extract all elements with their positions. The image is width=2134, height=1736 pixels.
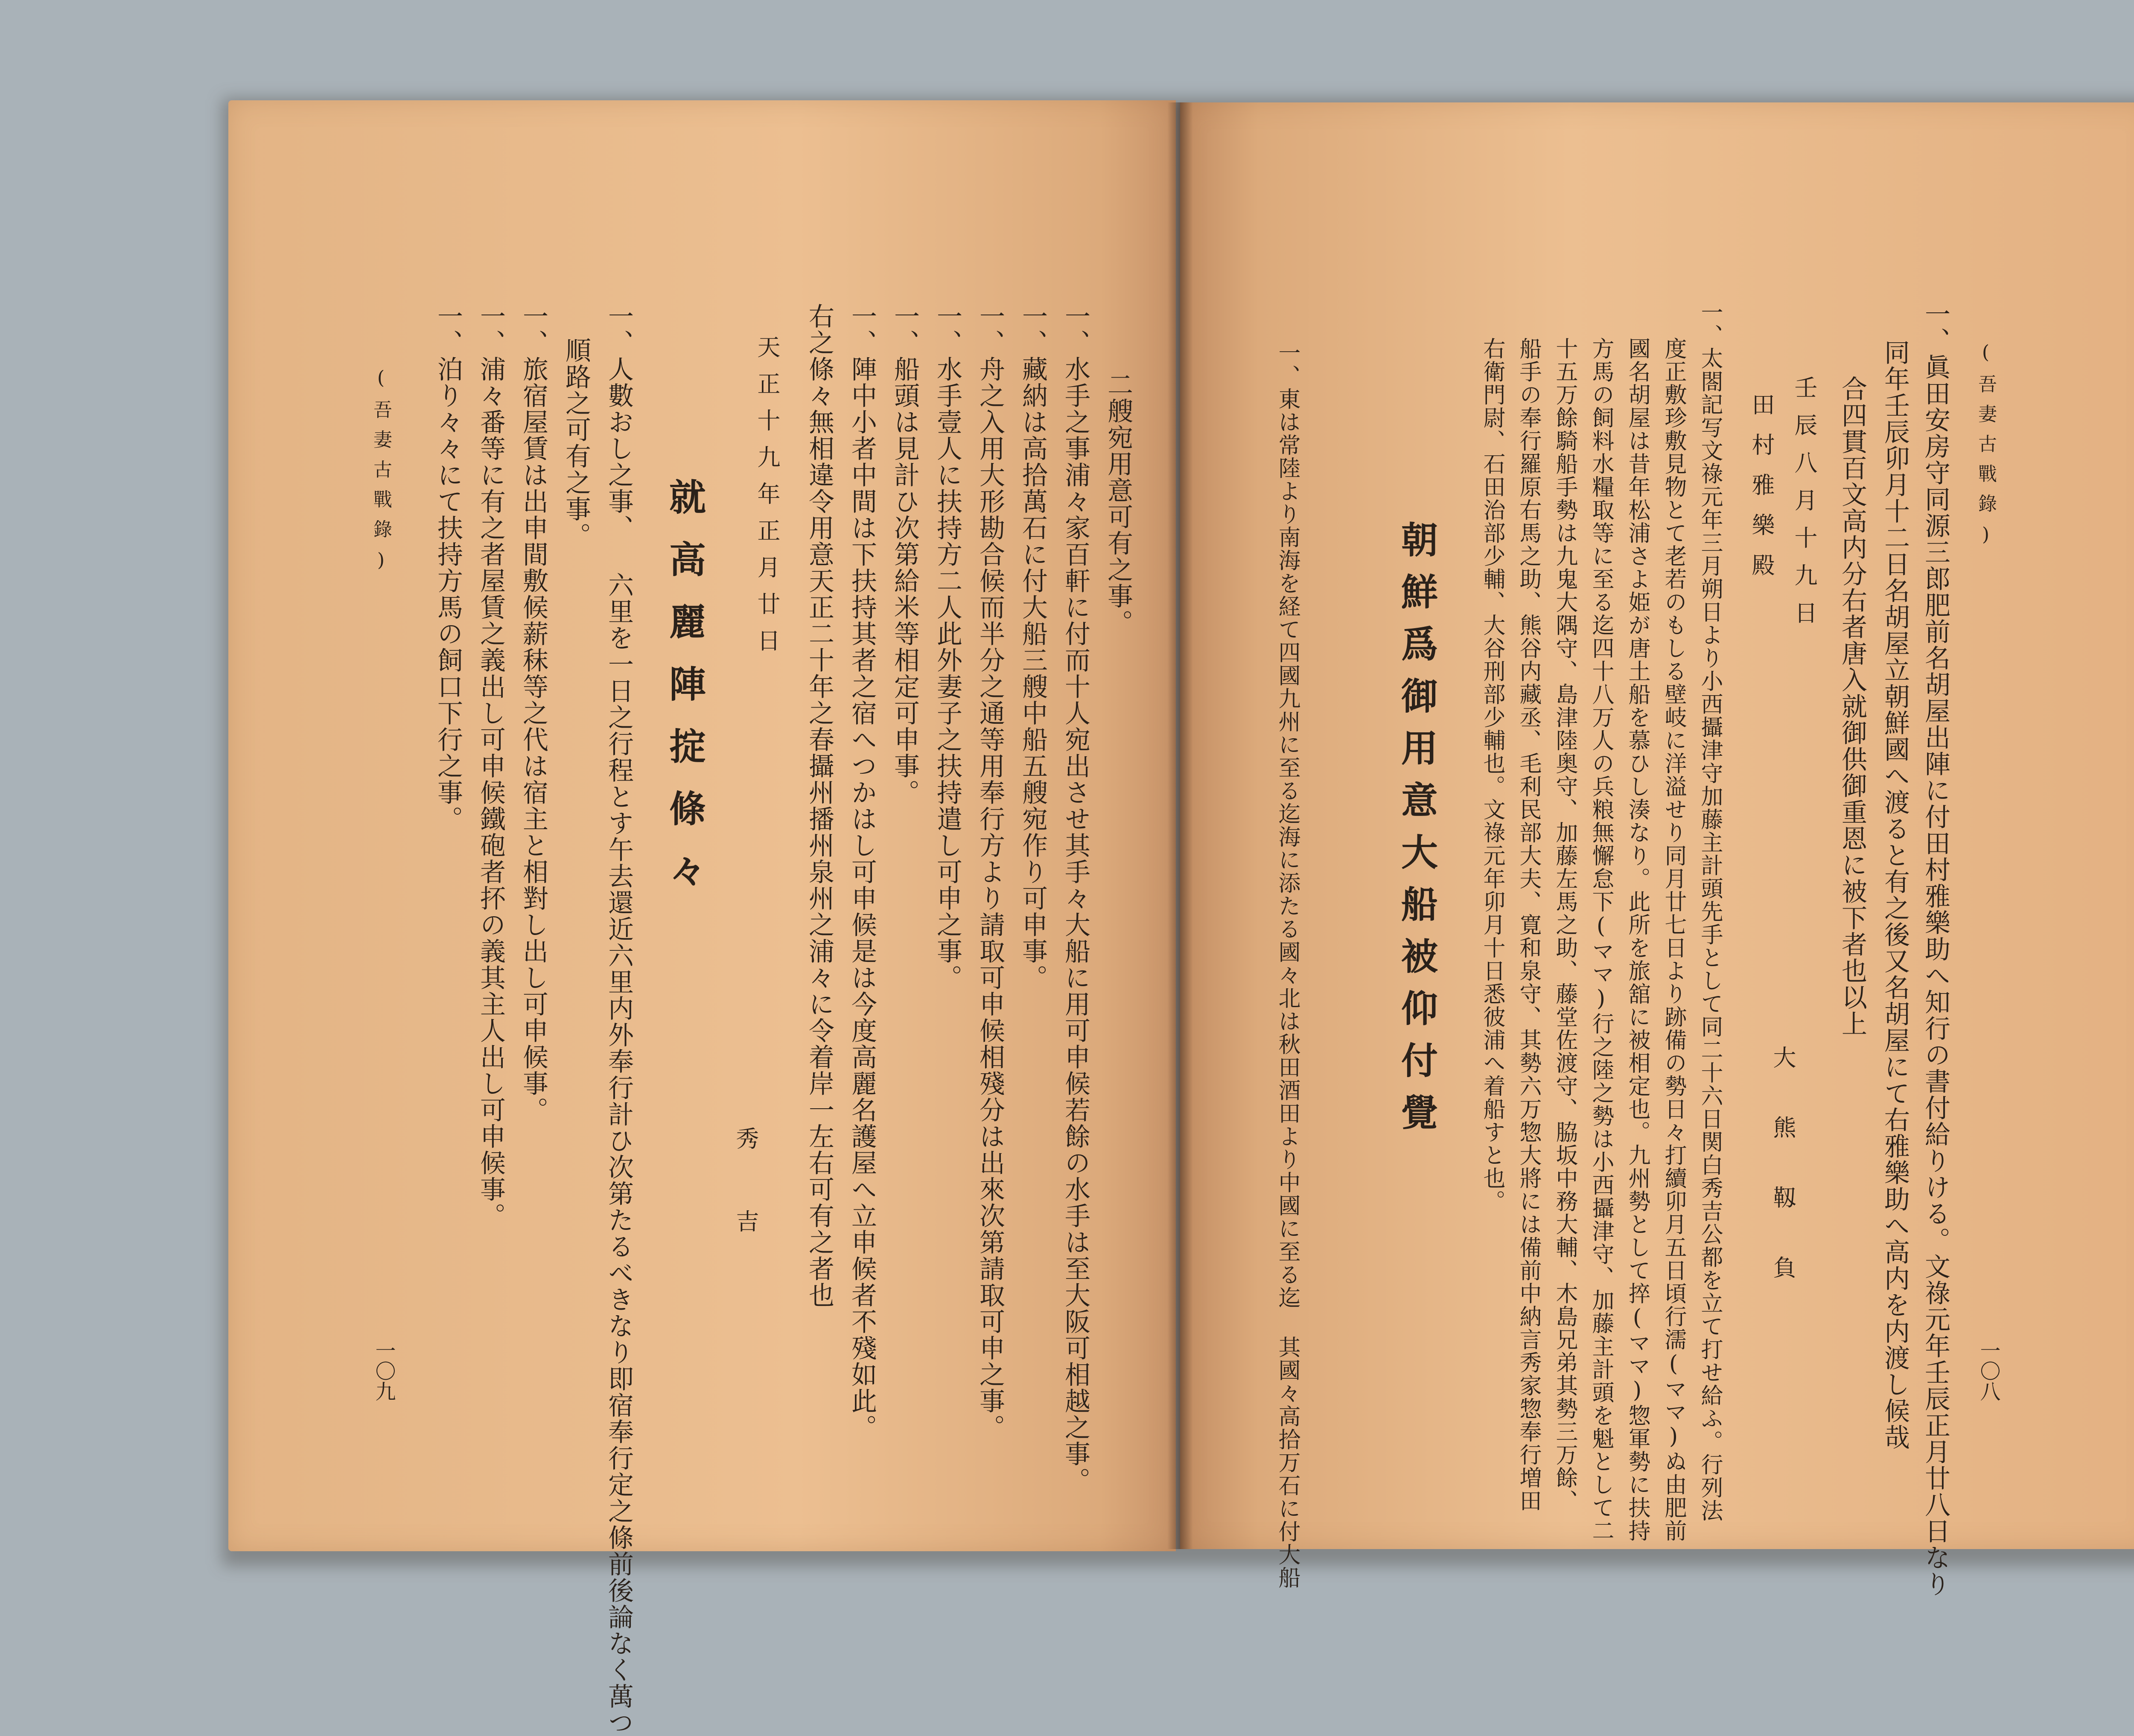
- left-p2-col-3: 一、旅宿屋賃は出申間敷候薪秣等之代は宿主と相對し出し可申候事。: [519, 303, 548, 1123]
- right-page: [1180, 102, 2134, 1549]
- right-addressee: 田村雅樂殿: [1748, 393, 1775, 593]
- right-p2-col-7: 右衛門尉、石田治部少輔、大谷刑部少輔也。文祿元年卯月十日悉彼浦へ着船すと也。: [1479, 337, 1505, 1213]
- right-p2-col-5: 十五万餘騎船手勢は九鬼大隅守、島津陸奥守、加藤左馬之助、藤堂佐渡守、脇坂中務大輔、木島兄弟其勢三万餘、: [1552, 337, 1577, 1512]
- right-heading: 朝鮮爲御用意大船被仰付覺: [1395, 521, 1438, 1145]
- left-col-4: 一、舟之入用大形勘合候而半分之通等用奉行方より請取可申候相殘分は出來次第請取可申之事。: [975, 303, 1005, 1441]
- left-col-2: 一、水手之事浦々家百軒に付而十人宛出させ其手々大船に用可申候若餘の水手は至大阪可相越之事。: [1061, 303, 1090, 1494]
- left-col-1: 二艘宛用意可有之事。: [1103, 371, 1133, 636]
- book-gutter: [1167, 102, 1193, 1549]
- right-signer: 大熊靱負: [1770, 1046, 1796, 1325]
- right-p2-col-4: 方馬の飼料水糧取等に至る迄四十八万人の兵粮無懈怠下(ママ)行之陸之勢は小西攝津守、加藤主計頭を魁として二: [1588, 337, 1614, 1542]
- right-date: 壬辰八月十九日: [1791, 376, 1818, 638]
- right-p2-col-1: 一、太閤記写文祿元年三月朔日より小西攝津守加藤主計頭先手として同二十六日関白秀吉公都を立て打せ給ふ。行列法: [1697, 301, 1723, 1522]
- right-p2-col-2: 度正敷珍敷見物とて老若のもしる壁岐に洋溢せり同月廿七日より跡備の勢日々打續卯月五日頃行濡(ママ)ぬ由肥前: [1661, 337, 1686, 1542]
- left-p2-col-1: 一、人數おし之事、 六里を一日之行程とす午去還近六里内外奉行計ひ次第たるべきなり即宿奉行定之條前後論なく萬つ: [604, 303, 634, 1736]
- right-p3-col-1: 一、東は常陸より南海を経て四國九州に至る迄海に添たる國々北は秋田酒田より中國に至る迄 其國々高拾万石に付大船: [1274, 341, 1300, 1589]
- right-p2-col-3: 國名胡屋は昔年松浦さよ姫が唐土船を慕ひし湊なり。此所を旅舘に被相定也。九州勢として捽(ママ)惣軍勢に扶持: [1624, 337, 1650, 1542]
- left-date: 天正十九年正月廿日: [754, 335, 781, 665]
- right-col-3: 合四貫百文高内分右者唐入就御供御重恩に被下者也以上: [1837, 376, 1867, 1037]
- left-heading: 就高麗陣掟條々: [663, 478, 706, 914]
- left-signer: 秀吉: [732, 1127, 759, 1292]
- left-col-7: 一、陣中小者中間は下扶持其者之宿へつかはし可申候是は今度高麗名護屋へ立申候者不殘如此。: [847, 303, 877, 1441]
- left-p2-col-2: 順路之可有之事。: [561, 337, 591, 549]
- left-col-8: 右之條々無相違令用意天正二十年之春攝州播州泉州之浦々に令着岸一左右可有之者也: [805, 303, 834, 1308]
- right-col-1: 一、眞田安房守同源三郎肥前名胡屋出陣に付田村雅樂助へ知行の書付給りける。文祿元年壬辰正月廿八日なり: [1921, 301, 1950, 1597]
- running-head-right: (吾妻古戰錄): [1975, 341, 1997, 556]
- left-p2-col-5: 一、泊り々々にて扶持方馬の飼口下行之事。: [433, 303, 463, 832]
- page-number-left: 一〇九: [372, 1340, 396, 1401]
- page-number-right: 一〇八: [1977, 1340, 2000, 1401]
- left-col-5: 一、水手壹人に扶持方二人此外妻子之扶持遣し可申之事。: [933, 303, 962, 991]
- left-col-3: 一、藏納は高拾萬石に付大船三艘中船五艘宛作り可申事。: [1018, 303, 1048, 991]
- left-p2-col-4: 一、浦々番等に有之者屋賃之義出し可申候鐵砲者抔の義其主人出し可申候事。: [476, 303, 506, 1229]
- running-head-left: (吾妻古戰錄): [370, 367, 392, 582]
- right-col-2: 同年壬辰卯月十二日名胡屋立朝鮮國へ渡ると有之後又名胡屋にて右雅樂助へ高内を内渡し候哉: [1880, 339, 1910, 1451]
- right-p2-col-6: 船手の奉行羅原右馬之助、熊谷内藏丞、毛利民部大夫、寛和泉守、其勢六万惣大將には備前中納言秀家惣奉行増田: [1516, 337, 1541, 1512]
- left-col-6: 一、船頭は見計ひ次第給米等相定可申事。: [890, 303, 920, 806]
